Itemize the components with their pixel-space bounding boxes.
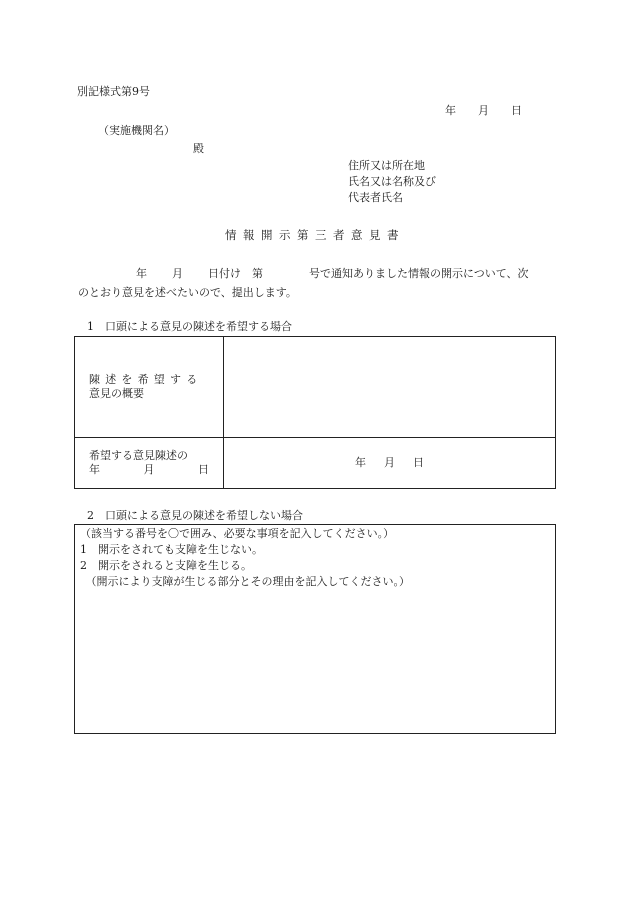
submitter-representative-label: 代表者氏名	[348, 191, 403, 204]
hearing-day: 日	[413, 455, 424, 469]
submitter-address-label: 住所又は所在地	[348, 159, 425, 172]
submitter-block	[348, 158, 436, 206]
hearing-month: 月	[384, 455, 395, 469]
hearing-date-label	[75, 438, 224, 489]
date-day: 日	[511, 104, 522, 117]
opinion-summary-label	[75, 337, 224, 438]
section2-box[interactable]	[74, 524, 556, 734]
submission-date	[445, 104, 522, 118]
date-month: 月	[478, 104, 489, 117]
section2-option-2-note: （開示により支障が生じる部分とその理由を記入してください。）	[80, 575, 410, 588]
section2-option-1: 1 開示をされても支障を生じない。	[80, 543, 263, 556]
agency-name: （実施機関名）	[98, 124, 175, 137]
intro-dated: 日付け	[208, 267, 241, 280]
hearing-date-label-day: 日	[198, 463, 209, 476]
submitter-name-label: 氏名又は名称及び	[348, 175, 436, 188]
hearing-date-label-2	[75, 463, 223, 477]
section2-option-2: 2 開示をされると支障を生じる。	[80, 559, 252, 572]
section1-heading: 1 口頭による意見の陳述を希望する場合	[87, 320, 292, 333]
honorific: 殿	[193, 142, 204, 155]
hearing-date-label-1: 希望する意見陳述の	[89, 448, 188, 462]
intro-year: 年	[136, 267, 147, 280]
hearing-date-field[interactable]	[224, 438, 556, 489]
hearing-date-label-month: 月	[143, 463, 155, 476]
hearing-year: 年	[355, 455, 366, 469]
section2-instruction: （該当する番号を〇で囲み、必要な事項を記入してください。）	[80, 527, 395, 540]
intro-text-1: 号で通知ありました情報の開示について、次	[309, 267, 529, 280]
intro-month: 月	[172, 267, 183, 280]
table-row	[75, 337, 556, 438]
intro-paragraph	[78, 264, 529, 302]
opinion-summary-field[interactable]	[224, 337, 556, 438]
opinion-summary-label-2: 意見の概要	[89, 387, 144, 400]
opinion-summary-label-1: 陳述を希望する	[89, 372, 203, 386]
date-year: 年	[445, 104, 456, 117]
hearing-date-label-year: 年	[89, 463, 100, 476]
page-title: 情報開示第三者意見書	[225, 228, 405, 242]
section1-table	[74, 336, 556, 489]
intro-text-2: のとおり意見を述べたいので、提出します。	[78, 286, 297, 299]
section2-heading: 2 口頭による意見の陳述を希望しない場合	[87, 509, 303, 522]
table-row	[75, 438, 556, 489]
form-number: 別記様式第9号	[77, 85, 150, 98]
intro-number-prefix: 第	[252, 267, 263, 280]
